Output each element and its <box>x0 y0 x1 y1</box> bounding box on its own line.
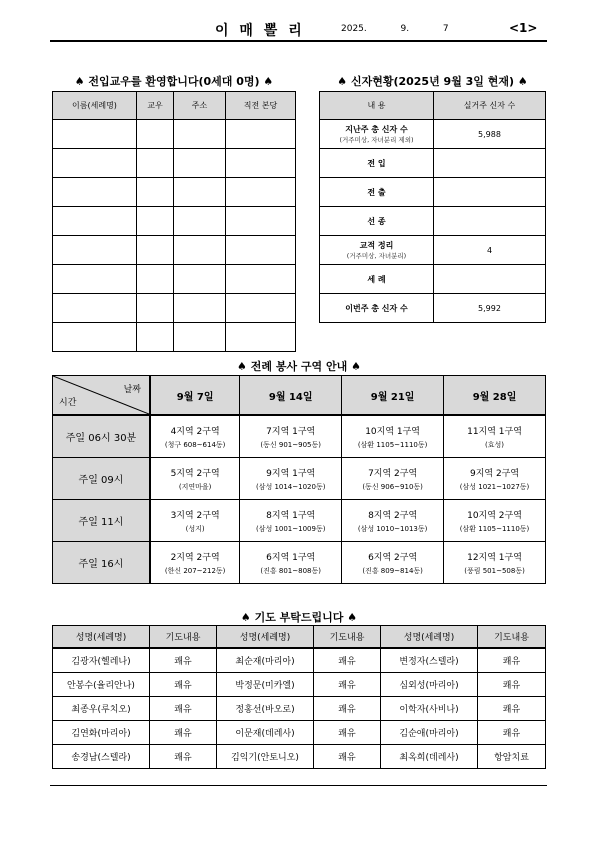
status-row <box>320 207 546 236</box>
service-area-cell <box>444 458 546 500</box>
prayer-person: 김순애(마리아) <box>381 721 478 745</box>
prayer-row <box>53 721 546 745</box>
service-area-detail: (삼환 1105~1110동) <box>357 440 428 449</box>
service-area-cell <box>240 415 342 458</box>
prayer-intention: 쾌유 <box>478 721 546 745</box>
status-label-text: 이번주 총 신자 수 <box>345 303 408 313</box>
status-value: 5,988 <box>434 120 546 149</box>
status-row <box>320 178 546 207</box>
status-row <box>320 265 546 294</box>
col-person: 성명(세례명) <box>53 626 150 649</box>
newcomer-cell <box>137 178 174 207</box>
service-area-detail: (효성) <box>485 440 505 449</box>
issue-date <box>341 24 449 34</box>
corner-header <box>53 376 151 416</box>
newcomer-cell <box>174 236 226 265</box>
status-label-text: 선 종 <box>367 216 386 226</box>
newcomer-cell <box>226 323 296 352</box>
service-area-detail: (지연마을) <box>178 482 212 491</box>
prayer-intention: 쾌유 <box>478 697 546 721</box>
col-prev-parish: 직전 본당 <box>226 92 296 120</box>
newcomer-cell <box>174 265 226 294</box>
status-value: 5,992 <box>434 294 546 323</box>
newcomer-cell <box>137 207 174 236</box>
service-area-cell <box>342 542 444 584</box>
newcomer-cell <box>53 323 137 352</box>
newcomer-cell <box>137 236 174 265</box>
prayer-person: 정홍선(바오로) <box>217 697 314 721</box>
service-area-cell <box>342 415 444 458</box>
mass-time: 주일 06시 30분 <box>53 415 151 458</box>
service-area-detail: (삼환 1105~1110동) <box>459 524 530 533</box>
status-row <box>320 294 546 323</box>
col-prayer-intention: 기도내용 <box>314 626 381 649</box>
prayer-intention: 쾌유 <box>314 673 381 697</box>
prayer-intention: 쾌유 <box>478 673 546 697</box>
newcomer-cell <box>53 178 137 207</box>
schedule-row <box>53 500 546 542</box>
col-name: 이름(세례명) <box>53 92 137 120</box>
prayer-row <box>53 673 546 697</box>
service-area: 10지역 1구역 <box>365 426 421 437</box>
newcomer-cell <box>226 294 296 323</box>
service-area-cell <box>240 542 342 584</box>
service-area-cell <box>444 542 546 584</box>
prayer-intention: 쾌유 <box>150 721 217 745</box>
service-area-cell <box>444 500 546 542</box>
prayer-person: 이문재(데레사) <box>217 721 314 745</box>
status-label <box>320 294 434 323</box>
service-area: 11지역 1구역 <box>467 426 522 437</box>
status-label <box>320 207 434 236</box>
schedule-row <box>53 415 546 458</box>
service-area: 5지역 2구역 <box>170 468 220 479</box>
newcomers-table <box>52 91 296 352</box>
newcomer-row <box>53 149 296 178</box>
prayer-intention: 쾌유 <box>150 697 217 721</box>
newcomer-row <box>53 207 296 236</box>
prayer-person: 박정문(미카엘) <box>217 673 314 697</box>
status-label-text: 지난주 총 신자 수 <box>345 125 408 134</box>
status-label-text: 전 입 <box>367 158 386 168</box>
prayer-request-table <box>52 625 546 769</box>
prayer-intention: 쾌유 <box>150 673 217 697</box>
service-area-detail: (성지) <box>185 524 205 533</box>
date-header: 9월 21일 <box>342 376 444 416</box>
newcomer-cell <box>137 323 174 352</box>
service-area-detail: (청구 608~614동) <box>164 440 226 449</box>
prayer-intention: 쾌유 <box>314 648 381 673</box>
status-row <box>320 236 546 265</box>
mass-time: 주일 11시 <box>53 500 151 542</box>
member-status-table <box>319 91 546 323</box>
liturgy-schedule-table <box>52 375 546 584</box>
newcomers-title: ♠ 전입교우를 환영합니다(0세대 0명) ♠ <box>74 75 274 88</box>
service-area: 10지역 2구역 <box>467 510 522 521</box>
issue-day: 7 <box>442 24 449 34</box>
date-header: 9월 14일 <box>240 376 342 416</box>
newcomer-row <box>53 236 296 265</box>
col-prayer-intention: 기도내용 <box>150 626 217 649</box>
col-address: 주소 <box>174 92 226 120</box>
status-label-note: (거주미상, 자녀분리 제외) <box>339 136 414 144</box>
prayer-person: 안봉수(율리안나) <box>53 673 150 697</box>
prayer-intention: 쾌유 <box>314 745 381 769</box>
newcomer-row <box>53 294 296 323</box>
service-area: 8지역 2구역 <box>368 510 418 521</box>
prayer-person: 최종우(루치오) <box>53 697 150 721</box>
service-area-detail: (삼성 1001~1009동) <box>255 524 326 533</box>
date-header: 9월 7일 <box>150 376 240 416</box>
service-area-cell <box>240 500 342 542</box>
service-area-cell <box>150 415 240 458</box>
newcomer-cell <box>137 265 174 294</box>
service-area-detail: (삼성 1014~1020동) <box>255 482 326 491</box>
prayer-person: 김익기(안토니오) <box>217 745 314 769</box>
bottom-rule <box>50 785 547 786</box>
status-label <box>320 236 434 265</box>
col-person: 성명(세례명) <box>381 626 478 649</box>
status-title: ♠ 신자현황(2025년 9월 3일 현재) ♠ <box>337 75 528 88</box>
newcomer-cell <box>53 236 137 265</box>
service-area-cell <box>342 500 444 542</box>
page-number: <1> <box>509 21 538 35</box>
service-area-detail: (삼성 1021~1027동) <box>459 482 530 491</box>
newcomer-cell <box>53 207 137 236</box>
service-area-cell <box>444 415 546 458</box>
col-person: 성명(세례명) <box>217 626 314 649</box>
newcomer-row <box>53 120 296 149</box>
service-area: 8지역 1구역 <box>266 510 316 521</box>
schedule-row <box>53 542 546 584</box>
service-area-cell <box>150 542 240 584</box>
service-area-cell <box>342 458 444 500</box>
newcomer-cell <box>174 120 226 149</box>
prayer-row <box>53 648 546 673</box>
status-label-text: 교적 정리 <box>359 241 394 250</box>
newcomer-cell <box>53 149 137 178</box>
date-header: 9월 28일 <box>444 376 546 416</box>
newcomer-cell <box>226 178 296 207</box>
service-area-detail: (진흥 801~808동) <box>260 566 321 575</box>
service-area: 7지역 1구역 <box>266 426 316 437</box>
status-label <box>320 120 434 149</box>
status-label <box>320 265 434 294</box>
newcomer-cell <box>53 294 137 323</box>
status-label <box>320 178 434 207</box>
newcomer-row <box>53 323 296 352</box>
status-label-text: 전 출 <box>367 187 386 197</box>
newcomer-cell <box>226 236 296 265</box>
col-content: 내 용 <box>320 92 434 120</box>
service-area: 9지역 2구역 <box>469 468 520 479</box>
newcomer-row <box>53 178 296 207</box>
prayer-person: 이학자(사비나) <box>381 697 478 721</box>
bulletin-title: 이 매 뽈 리 <box>215 23 305 39</box>
status-value: 4 <box>434 236 546 265</box>
newcomer-cell <box>226 120 296 149</box>
service-area-detail: (동신 901~905동) <box>260 440 321 449</box>
prayer-person: 심외성(마리아) <box>381 673 478 697</box>
newcomer-cell <box>174 178 226 207</box>
newcomer-cell <box>174 323 226 352</box>
prayer-person: 송경남(스텔라) <box>53 745 150 769</box>
service-area-detail: (삼성 1010~1013동) <box>357 524 428 533</box>
prayer-person: 최옥희(데레사) <box>381 745 478 769</box>
prayer-intention: 쾌유 <box>150 745 217 769</box>
newcomer-cell <box>174 207 226 236</box>
prayer-row <box>53 745 546 769</box>
issue-month: 9. <box>400 24 410 34</box>
prayer-intention: 쾌유 <box>314 697 381 721</box>
status-label <box>320 149 434 178</box>
service-area-detail: (진흥 809~814동) <box>362 566 423 575</box>
col-member: 교우 <box>137 92 174 120</box>
newcomer-cell <box>53 265 137 294</box>
service-area: 9지역 1구역 <box>266 468 316 479</box>
service-area: 6지역 2구역 <box>368 552 418 563</box>
status-row <box>320 149 546 178</box>
status-label-text: 세 례 <box>367 274 386 284</box>
corner-time-label: 시간 <box>59 398 77 408</box>
service-area-detail: (동신 906~910동) <box>362 482 423 491</box>
prayer-row <box>53 697 546 721</box>
prayer-intention: 쾌유 <box>478 648 546 673</box>
status-row <box>320 120 546 149</box>
prayer-intention: 쾌유 <box>150 648 217 673</box>
service-area-cell <box>150 500 240 542</box>
issue-year: 2025. <box>341 24 367 34</box>
service-area-detail: (한신 207~212동) <box>164 566 226 575</box>
prayer-title: ♠ 기도 부탁드립니다 ♠ <box>240 611 358 624</box>
newcomer-cell <box>226 265 296 294</box>
status-label-note: (거주미상, 자녀분리) <box>346 252 407 260</box>
schedule-row <box>53 458 546 500</box>
status-value <box>434 178 546 207</box>
service-area-detail: (풍림 501~508동) <box>464 566 525 575</box>
col-resident-count: 실거주 신자 수 <box>434 92 546 120</box>
newcomer-cell <box>174 294 226 323</box>
mass-time: 주일 16시 <box>53 542 151 584</box>
corner-date-label: 날짜 <box>123 385 141 395</box>
service-area: 12지역 1구역 <box>467 552 522 563</box>
top-rule <box>50 40 547 42</box>
service-area: 2지역 2구역 <box>170 552 220 563</box>
newcomer-cell <box>53 120 137 149</box>
schedule-title: ♠ 전례 봉사 구역 안내 ♠ <box>237 360 361 373</box>
prayer-person: 최순재(마리아) <box>217 648 314 673</box>
col-prayer-intention: 기도내용 <box>478 626 546 649</box>
status-value <box>434 265 546 294</box>
service-area: 4지역 2구역 <box>170 426 220 437</box>
prayer-person: 김연화(마리아) <box>53 721 150 745</box>
prayer-intention: 항암치료 <box>478 745 546 769</box>
mass-time: 주일 09시 <box>53 458 151 500</box>
newcomer-cell <box>137 120 174 149</box>
prayer-person: 김광자(헬레나) <box>53 648 150 673</box>
newcomer-row <box>53 265 296 294</box>
newcomer-cell <box>137 149 174 178</box>
prayer-intention: 쾌유 <box>314 721 381 745</box>
service-area: 7지역 2구역 <box>368 468 418 479</box>
newcomer-cell <box>226 149 296 178</box>
status-value <box>434 207 546 236</box>
service-area: 3지역 2구역 <box>170 510 220 521</box>
service-area-cell <box>150 458 240 500</box>
prayer-person: 변정자(스텔라) <box>381 648 478 673</box>
newcomer-cell <box>137 294 174 323</box>
newcomer-cell <box>174 149 226 178</box>
service-area: 6지역 1구역 <box>266 552 316 563</box>
newcomer-cell <box>226 207 296 236</box>
service-area-cell <box>240 458 342 500</box>
status-value <box>434 149 546 178</box>
